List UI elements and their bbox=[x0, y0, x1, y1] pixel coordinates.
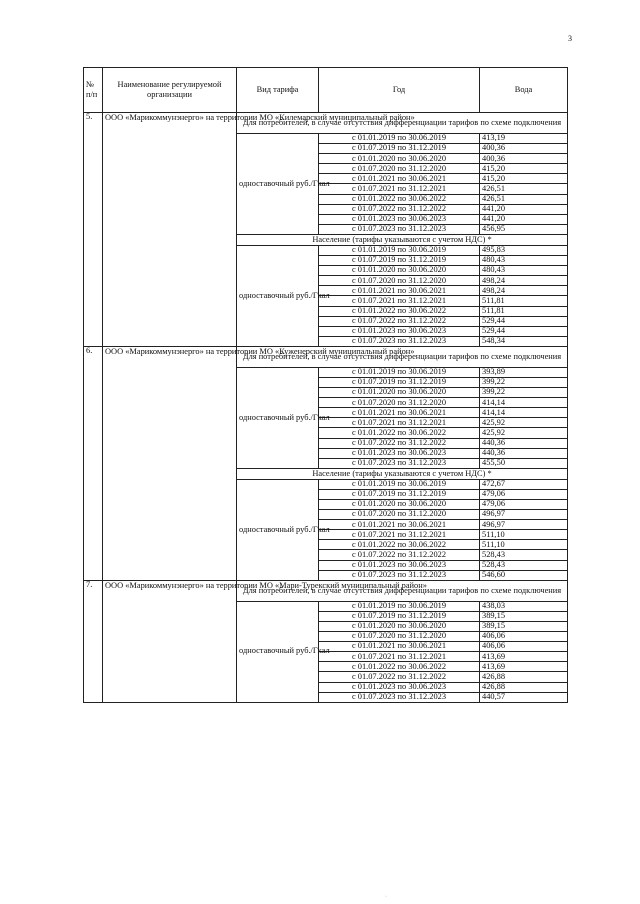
period-cell: с 01.07.2022 по 31.12.2022 bbox=[319, 672, 480, 682]
value-cell: 496,97 bbox=[480, 520, 568, 530]
period-cell: с 01.01.2019 по 30.06.2019 bbox=[319, 367, 480, 377]
value-cell: 456,95 bbox=[480, 224, 568, 234]
period-cell: с 01.07.2019 по 31.12.2019 bbox=[319, 489, 480, 499]
period-cell: с 01.01.2022 по 30.06.2022 bbox=[319, 306, 480, 316]
period-cell: с 01.07.2022 по 31.12.2022 bbox=[319, 316, 480, 326]
header-water: Вода bbox=[480, 68, 568, 113]
organization-name: ООО «Марикоммунэнерго» на территории МО «Куженерский муниципальный район» bbox=[103, 346, 237, 580]
value-cell: 455,50 bbox=[480, 458, 568, 468]
table-body bbox=[84, 113, 568, 703]
value-cell: 413,19 bbox=[480, 134, 568, 144]
value-cell: 441,20 bbox=[480, 204, 568, 214]
period-cell: с 01.07.2023 по 31.12.2023 bbox=[319, 570, 480, 580]
period-cell: с 01.07.2019 по 31.12.2019 bbox=[319, 377, 480, 387]
period-cell: с 01.07.2020 по 31.12.2020 bbox=[319, 164, 480, 174]
value-cell: 480,43 bbox=[480, 256, 568, 266]
value-cell: 440,36 bbox=[480, 438, 568, 448]
value-cell: 440,36 bbox=[480, 448, 568, 458]
consumers-title: Для потребителей, в случае отсутствия дифференциации тарифов по схеме подключения bbox=[237, 580, 568, 601]
period-cell: с 01.01.2022 по 30.06.2022 bbox=[319, 540, 480, 550]
period-cell: с 01.07.2020 по 31.12.2020 bbox=[319, 510, 480, 520]
tariff-type: одноставочный руб./Гкал bbox=[237, 245, 319, 346]
value-cell: 496,97 bbox=[480, 510, 568, 520]
tariff-type: одноставочный руб./Гкал bbox=[237, 367, 319, 468]
tariff-type: одноставочный руб./Гкал bbox=[237, 479, 319, 580]
period-cell: с 01.07.2022 по 31.12.2022 bbox=[319, 438, 480, 448]
period-cell: с 01.01.2020 по 30.06.2020 bbox=[319, 154, 480, 164]
period-cell: с 01.01.2023 по 30.06.2023 bbox=[319, 214, 480, 224]
period-cell: с 01.07.2023 по 31.12.2023 bbox=[319, 692, 480, 702]
header-num: № п/п bbox=[84, 68, 103, 113]
period-cell: с 01.07.2021 по 31.12.2021 bbox=[319, 418, 480, 428]
value-cell: 389,15 bbox=[480, 621, 568, 631]
value-cell: 414,14 bbox=[480, 398, 568, 408]
consumers-title: Для потребителей, в случае отсутствия дифференциации тарифов по схеме подключения bbox=[237, 346, 568, 367]
value-cell: 529,44 bbox=[480, 316, 568, 326]
period-cell: с 01.07.2023 по 31.12.2023 bbox=[319, 458, 480, 468]
period-cell: с 01.01.2022 по 30.06.2022 bbox=[319, 662, 480, 672]
value-cell: 498,24 bbox=[480, 276, 568, 286]
period-cell: с 01.07.2021 по 31.12.2021 bbox=[319, 530, 480, 540]
value-cell: 479,06 bbox=[480, 500, 568, 510]
value-cell: 413,69 bbox=[480, 652, 568, 662]
period-cell: с 01.01.2021 по 30.06.2021 bbox=[319, 642, 480, 652]
period-cell: с 01.01.2021 по 30.06.2021 bbox=[319, 520, 480, 530]
value-cell: 426,88 bbox=[480, 672, 568, 682]
scan-artifact: · bbox=[385, 894, 387, 900]
period-cell: с 01.01.2021 по 30.06.2021 bbox=[319, 174, 480, 184]
value-cell: 425,92 bbox=[480, 428, 568, 438]
value-cell: 406,06 bbox=[480, 632, 568, 642]
period-cell: с 01.01.2019 по 30.06.2019 bbox=[319, 134, 480, 144]
value-cell: 511,10 bbox=[480, 540, 568, 550]
period-cell: с 01.07.2021 по 31.12.2021 bbox=[319, 652, 480, 662]
tariff-type: одноставочный руб./Гкал bbox=[237, 601, 319, 702]
value-cell: 414,14 bbox=[480, 408, 568, 418]
period-cell: с 01.01.2020 по 30.06.2020 bbox=[319, 500, 480, 510]
header-org: Наименование регулируемой организации bbox=[103, 68, 237, 113]
section-number: 5. bbox=[84, 113, 103, 347]
value-cell: 389,15 bbox=[480, 611, 568, 621]
period-cell: с 01.07.2021 по 31.12.2021 bbox=[319, 296, 480, 306]
value-cell: 393,89 bbox=[480, 367, 568, 377]
period-cell: с 01.01.2023 по 30.06.2023 bbox=[319, 682, 480, 692]
section-title-row bbox=[84, 113, 568, 134]
value-cell: 511,81 bbox=[480, 306, 568, 316]
organization-name: ООО «Марикоммунэнерго» на территории МО «Килемарский муниципальный район» bbox=[103, 113, 237, 347]
value-cell: 479,06 bbox=[480, 489, 568, 499]
period-cell: с 01.07.2022 по 31.12.2022 bbox=[319, 550, 480, 560]
period-cell: с 01.07.2023 по 31.12.2023 bbox=[319, 336, 480, 346]
period-cell: с 01.01.2022 по 30.06.2022 bbox=[319, 194, 480, 204]
consumers-title: Для потребителей, в случае отсутствия дифференциации тарифов по схеме подключения bbox=[237, 113, 568, 134]
population-title: Население (тарифы указываются с учетом НДС) * bbox=[237, 234, 568, 245]
section-title-row bbox=[84, 580, 568, 601]
period-cell: с 01.01.2023 по 30.06.2023 bbox=[319, 448, 480, 458]
section-number: 7. bbox=[84, 580, 103, 702]
value-cell: 399,22 bbox=[480, 377, 568, 387]
period-cell: с 01.07.2021 по 31.12.2021 bbox=[319, 184, 480, 194]
value-cell: 511,81 bbox=[480, 296, 568, 306]
value-cell: 548,34 bbox=[480, 336, 568, 346]
period-cell: с 01.01.2023 по 30.06.2023 bbox=[319, 560, 480, 570]
period-cell: с 01.01.2022 по 30.06.2022 bbox=[319, 428, 480, 438]
value-cell: 528,43 bbox=[480, 550, 568, 560]
period-cell: с 01.07.2019 по 31.12.2019 bbox=[319, 256, 480, 266]
period-cell: с 01.01.2021 по 30.06.2021 bbox=[319, 408, 480, 418]
value-cell: 400,36 bbox=[480, 144, 568, 154]
value-cell: 399,22 bbox=[480, 388, 568, 398]
value-cell: 438,03 bbox=[480, 601, 568, 611]
table-header-row bbox=[84, 68, 568, 113]
value-cell: 529,44 bbox=[480, 326, 568, 336]
value-cell: 441,20 bbox=[480, 214, 568, 224]
period-cell: с 01.07.2020 по 31.12.2020 bbox=[319, 398, 480, 408]
period-cell: с 01.07.2020 по 31.12.2020 bbox=[319, 276, 480, 286]
value-cell: 480,43 bbox=[480, 266, 568, 276]
period-cell: с 01.01.2020 по 30.06.2020 bbox=[319, 266, 480, 276]
value-cell: 406,06 bbox=[480, 642, 568, 652]
value-cell: 495,83 bbox=[480, 245, 568, 255]
period-cell: с 01.01.2023 по 30.06.2023 bbox=[319, 326, 480, 336]
value-cell: 546,60 bbox=[480, 570, 568, 580]
header-year: Год bbox=[319, 68, 480, 113]
value-cell: 426,51 bbox=[480, 184, 568, 194]
value-cell: 472,67 bbox=[480, 479, 568, 489]
organization-name: ООО «Марикоммунэнерго» на территории МО «Мари-Турекский муниципальный район» bbox=[103, 580, 237, 702]
value-cell: 426,88 bbox=[480, 682, 568, 692]
value-cell: 400,36 bbox=[480, 154, 568, 164]
period-cell: с 01.01.2019 по 30.06.2019 bbox=[319, 245, 480, 255]
period-cell: с 01.07.2022 по 31.12.2022 bbox=[319, 204, 480, 214]
value-cell: 415,20 bbox=[480, 164, 568, 174]
value-cell: 425,92 bbox=[480, 418, 568, 428]
period-cell: с 01.01.2020 по 30.06.2020 bbox=[319, 388, 480, 398]
tariff-type: одноставочный руб./Гкал bbox=[237, 134, 319, 235]
page-number: 3 bbox=[568, 34, 572, 43]
period-cell: с 01.07.2019 по 31.12.2019 bbox=[319, 144, 480, 154]
period-cell: с 01.07.2019 по 31.12.2019 bbox=[319, 611, 480, 621]
value-cell: 415,20 bbox=[480, 174, 568, 184]
section-number: 6. bbox=[84, 346, 103, 580]
period-cell: с 01.01.2021 по 30.06.2021 bbox=[319, 286, 480, 296]
period-cell: с 01.07.2020 по 31.12.2020 bbox=[319, 632, 480, 642]
period-cell: с 01.01.2020 по 30.06.2020 bbox=[319, 621, 480, 631]
value-cell: 498,24 bbox=[480, 286, 568, 296]
value-cell: 528,43 bbox=[480, 560, 568, 570]
value-cell: 413,69 bbox=[480, 662, 568, 672]
tariff-table bbox=[83, 67, 568, 703]
value-cell: 426,51 bbox=[480, 194, 568, 204]
period-cell: с 01.01.2019 по 30.06.2019 bbox=[319, 479, 480, 489]
period-cell: с 01.07.2023 по 31.12.2023 bbox=[319, 224, 480, 234]
population-title: Население (тарифы указываются с учетом НДС) * bbox=[237, 468, 568, 479]
value-cell: 511,10 bbox=[480, 530, 568, 540]
value-cell: 440,57 bbox=[480, 692, 568, 702]
section-title-row bbox=[84, 346, 568, 367]
period-cell: с 01.01.2019 по 30.06.2019 bbox=[319, 601, 480, 611]
header-type: Вид тарифа bbox=[237, 68, 319, 113]
